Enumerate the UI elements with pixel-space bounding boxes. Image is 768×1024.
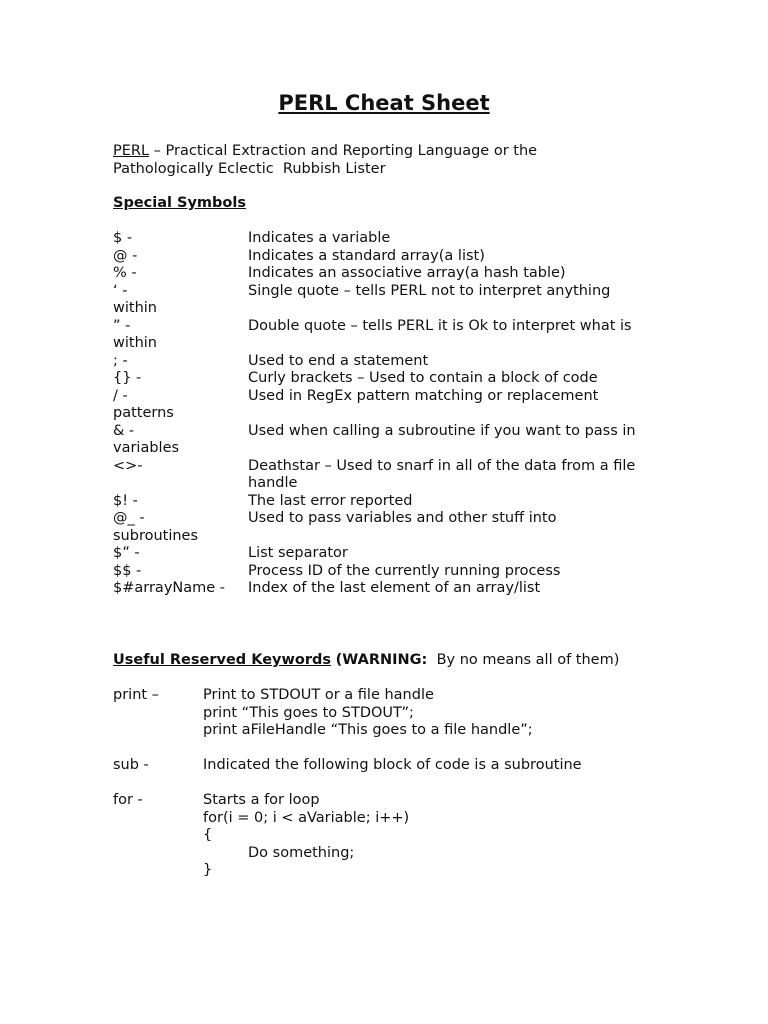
symbol-key: / - xyxy=(113,387,128,404)
keywords-heading-title: Useful Reserved Keywords xyxy=(113,652,332,668)
symbol-desc: Indicates a variable xyxy=(248,230,391,246)
symbol-desc-continued: subroutines xyxy=(113,527,199,544)
symbol-desc: Double quote – tells PERL it is Ok to interpret what is xyxy=(248,317,632,334)
symbol-desc: Indicates a standard array(a list) xyxy=(248,247,485,264)
keywords-heading xyxy=(113,652,619,670)
symbol-row xyxy=(113,510,673,545)
symbol-desc: Deathstar – Used to snarf in all of the data from a file xyxy=(248,457,636,474)
symbol-desc-continued: variables xyxy=(113,440,180,456)
keyword-for xyxy=(113,792,673,880)
symbol-key: @_ - xyxy=(113,510,145,526)
symbol-key: $$ - xyxy=(113,562,142,579)
keyword-line: Starts a for loop xyxy=(203,792,320,808)
symbol-desc-continued: patterns xyxy=(113,405,174,421)
symbol-key: {} - xyxy=(113,370,142,386)
keyword-line: { xyxy=(203,827,213,843)
symbol-key: $” - xyxy=(113,545,140,561)
page-title: PERL Cheat Sheet xyxy=(278,91,490,115)
keyword-line: print aFileHandle “This goes to a file handle”; xyxy=(203,722,533,738)
keyword-line-inner: Do something; xyxy=(248,844,355,861)
symbol-desc: Used when calling a subroutine if you want to pass in xyxy=(248,422,636,439)
symbol-desc: Single quote – tells PERL not to interpret anything xyxy=(248,282,611,299)
symbol-key: $ - xyxy=(113,230,133,246)
symbol-row xyxy=(113,388,673,423)
symbol-row xyxy=(113,353,673,371)
symbol-key: @ - xyxy=(113,247,138,264)
symbol-key: ; - xyxy=(113,352,128,369)
special-symbols-list xyxy=(113,230,673,598)
symbol-row xyxy=(113,283,673,318)
symbol-row xyxy=(113,265,673,283)
keyword-key: print – xyxy=(113,687,159,703)
symbol-desc: Process ID of the currently running process xyxy=(248,562,561,579)
warning-label: (WARNING: xyxy=(335,652,428,668)
symbol-row xyxy=(113,545,673,563)
symbol-desc: Used in RegEx pattern matching or replacement xyxy=(248,387,599,404)
symbol-key: & - xyxy=(113,422,135,439)
symbol-desc-continued: handle xyxy=(248,475,298,491)
symbol-desc-continued: within xyxy=(113,300,157,316)
warning-text: By no means all of them) xyxy=(427,652,620,668)
symbol-row xyxy=(113,580,673,598)
keyword-line: } xyxy=(203,862,213,878)
symbol-desc-continued: within xyxy=(113,335,157,351)
keyword-key: sub - xyxy=(113,757,149,773)
symbol-row xyxy=(113,563,673,581)
keyword-print xyxy=(113,687,673,740)
intro-paragraph xyxy=(113,143,537,178)
symbol-row xyxy=(113,493,673,511)
symbol-desc: List separator xyxy=(248,545,348,561)
keyword-line: print “This goes to STDOUT”; xyxy=(203,704,414,721)
keyword-line: for(i = 0; i < aVariable; i++) xyxy=(203,809,410,826)
symbol-desc: Index of the last element of an array/list xyxy=(248,580,541,596)
intro-line1: – Practical Extraction and Reporting Language or the xyxy=(149,143,538,159)
symbol-row xyxy=(113,370,673,388)
symbol-row xyxy=(113,458,673,493)
symbol-row xyxy=(113,423,673,458)
symbol-row xyxy=(113,230,673,248)
symbol-key: ” - xyxy=(113,317,131,334)
intro-line2: Pathologically Eclectic Rubbish Lister xyxy=(113,160,386,177)
symbol-row xyxy=(113,318,673,353)
symbol-key: $#arrayName - xyxy=(113,580,226,596)
symbol-key: ‘ - xyxy=(113,282,128,299)
keyword-line: Indicated the following block of code is a subroutine xyxy=(203,757,582,773)
keyword-key: for - xyxy=(113,792,143,808)
symbol-desc: Used to pass variables and other stuff into xyxy=(248,510,557,526)
keyword-line: Print to STDOUT or a file handle xyxy=(203,687,434,703)
symbol-row xyxy=(113,248,673,266)
special-symbols-heading: Special Symbols xyxy=(113,195,246,211)
intro-term: PERL xyxy=(113,143,150,159)
symbol-desc: Curly brackets – Used to contain a block of code xyxy=(248,370,598,386)
symbol-desc: Used to end a statement xyxy=(248,352,429,369)
symbol-desc: Indicates an associative array(a hash table) xyxy=(248,265,566,281)
keyword-sub xyxy=(113,757,673,775)
symbol-key: $! - xyxy=(113,492,138,509)
symbol-desc: The last error reported xyxy=(248,492,413,509)
symbol-key: % - xyxy=(113,265,137,281)
symbol-key: <>- xyxy=(113,457,143,474)
